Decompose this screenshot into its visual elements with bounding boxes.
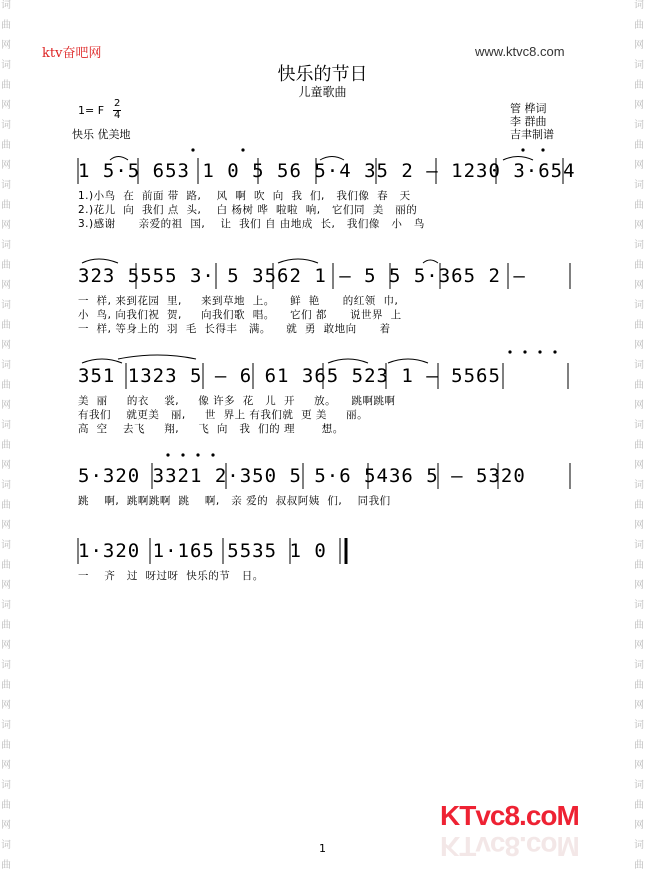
line-4-lyric: 跳 啊, 跳啊跳啊 跳 啊, 亲 爱的 叔叔阿姨 们, 同我们 (78, 495, 391, 507)
watermark-glyph: 网 (1, 580, 11, 591)
watermark-glyph: 曲 (634, 500, 644, 511)
brand-logo-reflection: KTvc8.coM (440, 831, 579, 862)
watermark-glyph: 网 (634, 700, 644, 711)
watermark-glyph: 曲 (1, 560, 11, 571)
watermark-glyph: 词 (634, 0, 644, 11)
watermark-glyph: 曲 (634, 440, 644, 451)
watermark-glyph: 曲 (1, 260, 11, 271)
watermark-glyph: 曲 (634, 740, 644, 751)
watermark-glyph: 词 (634, 120, 644, 131)
line-1-lyric-verse-1: 1.)小鸟 在 前面 带 路, 风 啊 吹 向 我 们, 我们像 春 天 (78, 190, 411, 202)
watermark-glyph: 网 (634, 220, 644, 231)
site-url: www.ktvc8.com (475, 44, 565, 59)
line-2-lyric-verse-1: 一 样, 来到花园 里, 来到草地 上。 鲜 艳 的红领 巾, (78, 295, 399, 307)
watermark-glyph: 网 (634, 160, 644, 171)
watermark-glyph: 曲 (634, 380, 644, 391)
watermark-glyph: 词 (1, 540, 11, 551)
watermark-glyph: 词 (634, 360, 644, 371)
watermark-glyph: 曲 (634, 200, 644, 211)
line-4-notes: 5·320 3321 2·350 5 5·6 5436 5 – 5320 (78, 465, 526, 487)
line-2-lyric-verse-2: 小 鸟, 向我们祝 贺, 向我们歌 唱。 它们 都 说世界 上 (78, 309, 402, 321)
line-1-notes: 1 5·5 653 1 0 5 56 5·4 35 2 – 1230 3·654 (78, 160, 576, 182)
watermark-glyph: 网 (1, 640, 11, 651)
song-title: 快乐的节日 (277, 64, 368, 85)
watermark-glyph: 网 (1, 460, 11, 471)
watermark-glyph: 曲 (634, 800, 644, 811)
line-2-notes: 323 5555 3· 5 3562 1 – 5 5 5·365 2 – (78, 265, 526, 287)
watermark-glyph: 网 (1, 160, 11, 171)
watermark-glyph: 词 (634, 420, 644, 431)
watermark-glyph: 网 (1, 220, 11, 231)
watermark-glyph: 词 (1, 300, 11, 311)
arranger-credit: 吉聿制谱 (510, 128, 554, 141)
watermark-glyph: 曲 (634, 620, 644, 631)
time-signature-bottom: 4 (114, 110, 121, 121)
line-5-notes: 1·320 1·165 5535 1 0 (78, 540, 327, 562)
watermark-glyph: 词 (634, 600, 644, 611)
watermark-glyph: 词 (634, 840, 644, 851)
watermark-glyph: 曲 (1, 440, 11, 451)
watermark-glyph: 网 (1, 820, 11, 831)
watermark-glyph: 网 (634, 580, 644, 591)
watermark-glyph: 曲 (1, 200, 11, 211)
watermark-glyph: 词 (634, 660, 644, 671)
watermark-glyph: 曲 (1, 80, 11, 91)
watermark-glyph: 词 (1, 420, 11, 431)
watermark-glyph: 曲 (1, 680, 11, 691)
watermark-glyph: 词 (1, 660, 11, 671)
watermark-glyph: 曲 (1, 500, 11, 511)
score-line-5 (78, 530, 578, 650)
watermark-glyph: 曲 (634, 560, 644, 571)
watermark-glyph: 曲 (634, 680, 644, 691)
key-signature: 1= F (78, 104, 105, 117)
tempo-marking: 快乐 优美地 (72, 128, 131, 141)
watermark-glyph: 曲 (634, 260, 644, 271)
watermark-glyph: 词 (634, 180, 644, 191)
watermark-glyph: 网 (634, 340, 644, 351)
lyricist-credit: 管 桦词 (510, 102, 547, 115)
watermark-glyph: 词 (1, 240, 11, 251)
line-1-lyric-verse-3: 3.)感谢 亲爱的祖 国, 让 我们 自 由地成 长, 我们像 小 鸟 (78, 218, 425, 230)
watermark-glyph: 网 (1, 700, 11, 711)
score-line-1 (78, 150, 578, 270)
watermark-glyph: 曲 (1, 380, 11, 391)
watermark-glyph: 词 (1, 480, 11, 491)
watermark-glyph: 词 (634, 240, 644, 251)
watermark-glyph: 词 (634, 780, 644, 791)
watermark-glyph: 网 (1, 40, 11, 51)
watermark-glyph: 网 (1, 520, 11, 531)
watermark-glyph: 曲 (1, 20, 11, 31)
watermark-glyph: 网 (634, 40, 644, 51)
watermark-glyph: 网 (634, 640, 644, 651)
watermark-glyph: 曲 (1, 320, 11, 331)
watermark-glyph: 网 (634, 100, 644, 111)
site-logo: ktv奋吧网 (42, 46, 102, 61)
watermark-glyph: 曲 (634, 80, 644, 91)
line-5-lyric: 一 齐 过 呀过呀 快乐的节 日。 (78, 570, 264, 582)
watermark-glyph: 曲 (1, 140, 11, 151)
watermark-glyph: 网 (1, 760, 11, 771)
watermark-glyph: 曲 (634, 20, 644, 31)
watermark-glyph: 网 (634, 820, 644, 831)
composer-credit: 李 群曲 (510, 115, 547, 128)
page-number: 1 (319, 842, 326, 855)
line-2-lyric-verse-3: 一 样, 等身上的 羽 毛 长得丰 满。 就 勇 敢地向 着 (78, 323, 391, 335)
song-subtitle: 儿童歌曲 (298, 85, 347, 99)
watermark-glyph: 词 (634, 480, 644, 491)
watermark-glyph: 曲 (634, 320, 644, 331)
brand-logo: KTvc8.coM (440, 800, 579, 831)
line-3-notes: 351 1323 5 – 6 61 365 523 1 – 5565 (78, 365, 501, 387)
watermark-glyph: 网 (634, 760, 644, 771)
line-1-lyric-verse-2: 2.)花儿 向 我们 点 头, 白 杨树 哗 啦啦 响, 它们同 美 丽的 (78, 204, 418, 216)
watermark-glyph: 词 (634, 540, 644, 551)
watermark-glyph: 网 (1, 280, 11, 291)
watermark-glyph: 词 (1, 120, 11, 131)
watermark-glyph: 曲 (634, 860, 644, 871)
right-watermark-column (633, 0, 645, 891)
watermark-glyph: 网 (1, 340, 11, 351)
watermark-glyph: 词 (634, 300, 644, 311)
watermark-glyph: 网 (634, 400, 644, 411)
watermark-glyph: 曲 (1, 740, 11, 751)
watermark-glyph: 词 (1, 780, 11, 791)
watermark-glyph: 词 (1, 60, 11, 71)
watermark-glyph: 词 (634, 60, 644, 71)
watermark-glyph: 词 (1, 180, 11, 191)
watermark-glyph: 曲 (634, 140, 644, 151)
watermark-glyph: 曲 (1, 800, 11, 811)
watermark-glyph: 网 (634, 280, 644, 291)
line-3-lyric-verse-1: 美 丽 的衣 裳, 像 许多 花 儿 开 放。 跳啊跳啊 (78, 395, 396, 407)
watermark-glyph: 网 (634, 460, 644, 471)
watermark-glyph: 网 (1, 100, 11, 111)
watermark-glyph: 词 (1, 600, 11, 611)
watermark-glyph: 词 (1, 0, 11, 11)
line-3-lyric-verse-3: 高 空 去飞 翔, 飞 向 我 们的 理 想。 (78, 423, 344, 435)
watermark-glyph: 网 (634, 520, 644, 531)
watermark-glyph: 网 (1, 400, 11, 411)
line-3-lyric-verse-2: 有我们 就更美 丽, 世 界上 有我们就 更 美 丽。 (78, 409, 369, 421)
watermark-glyph: 曲 (1, 620, 11, 631)
watermark-glyph: 曲 (1, 860, 11, 871)
watermark-glyph: 词 (1, 360, 11, 371)
left-watermark-column (0, 0, 12, 891)
watermark-glyph: 词 (1, 840, 11, 851)
watermark-glyph: 词 (634, 720, 644, 731)
time-signature-top: 2 (114, 98, 121, 109)
watermark-glyph: 词 (1, 720, 11, 731)
